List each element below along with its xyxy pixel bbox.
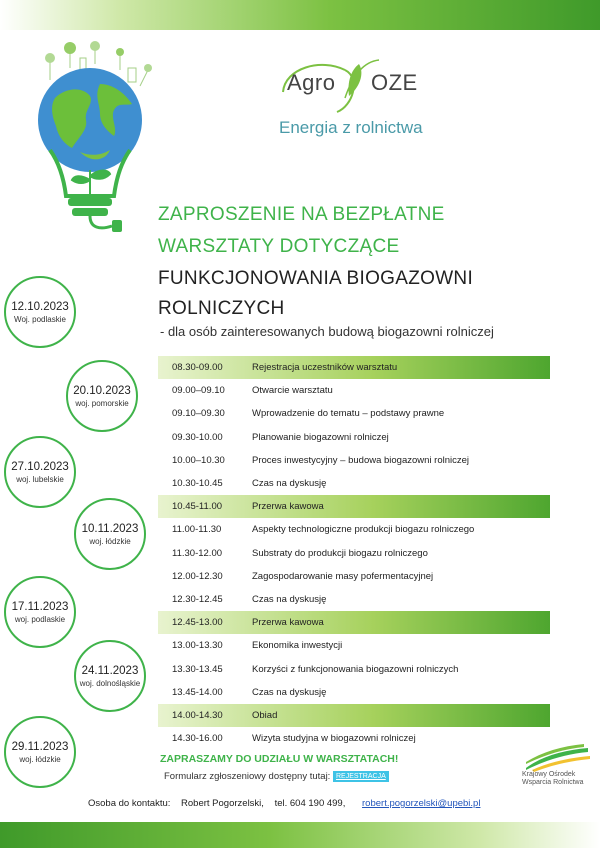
agenda-time: 12.30-12.45 [172, 593, 223, 605]
region-text: woj. podlaskie [14, 614, 66, 624]
agenda-time: 10.45-11.00 [172, 501, 223, 513]
agenda-row [158, 681, 550, 704]
kowr-stripes-icon [522, 742, 592, 772]
agenda-row [158, 356, 550, 379]
date-text: 20.10.2023 [73, 384, 131, 397]
title-line-3: FUNKCJONOWANIA BIOGAZOWNI [158, 268, 474, 289]
agenda-time: 12.00-12.30 [172, 570, 223, 582]
date-circle [66, 360, 138, 432]
agenda-label: Czas na dyskusję [252, 593, 327, 605]
agenda-time: 11.00-11.30 [172, 524, 222, 536]
title-line-1: ZAPROSZENIE NA BEZPŁATNE [158, 204, 445, 225]
agenda-row [158, 379, 550, 402]
kowr-line-2: Wsparcia Rolnictwa [522, 779, 584, 786]
logo-tagline: Energia z rolnictwa [279, 118, 423, 137]
logo-oze-text: OZE [371, 70, 418, 95]
agenda-label: Otwarcie warsztatu [252, 385, 333, 397]
date-text: 27.10.2023 [11, 460, 69, 473]
region-text: Woj. podlaskie [14, 314, 66, 324]
agenda-label: Substraty do produkcji biogazu rolniczego [252, 547, 428, 559]
date-text: 24.11.2023 [81, 664, 139, 677]
agenda-row [158, 426, 550, 449]
region-text: woj. pomorskie [75, 398, 129, 408]
agenda-label: Proces inwestycyjny – budowa biogazowni rolniczej [252, 454, 470, 466]
agenda-label: Czas na dyskusję [252, 686, 327, 698]
agenda-label: Czas na dyskusję [252, 478, 327, 490]
agenda-table [158, 356, 550, 750]
contact-label: Osoba do kontaktu: [88, 798, 171, 809]
agenda-time: 09.30-10.00 [172, 431, 223, 443]
agenda-row [158, 472, 550, 495]
contact-line [88, 798, 480, 809]
kowr-line-1: Krajowy Ośrodek [522, 771, 576, 778]
agenda-label: Przerwa kawowa [252, 501, 324, 513]
date-circle [4, 716, 76, 788]
form-text: Formularz zgłoszeniowy dostępny tutaj: [164, 771, 331, 783]
contact-name: Robert Pogorzelski, [181, 798, 264, 809]
agenda-row [158, 704, 550, 727]
agenda-time: 11.30-12.00 [172, 547, 223, 559]
contact-phone: tel. 604 190 499, [274, 798, 346, 809]
agenda-time: 13.30-13.45 [172, 663, 223, 675]
agenda-row [158, 727, 550, 750]
agenda-row [158, 657, 550, 680]
region-text: woj. łódzkie [89, 536, 131, 546]
agenda-row [158, 518, 550, 541]
bottom-gradient-bar [0, 822, 600, 848]
region-text: woj. dolnośląskie [79, 678, 141, 688]
agenda-row [158, 402, 550, 425]
date-circle [74, 498, 146, 570]
agenda-label: Planowanie biogazowni rolniczej [252, 431, 389, 443]
contact-email-link[interactable]: robert.pogorzelski@upebi.pl [362, 798, 481, 809]
logo-agro-text: Agro [287, 70, 336, 95]
date-text: 10.11.2023 [81, 522, 139, 535]
agenda-row [158, 588, 550, 611]
agenda-time: 08.30-09.00 [172, 362, 223, 374]
agenda-time: 13.45-14.00 [172, 686, 223, 698]
title-line-2: WARSZTATY DOTYCZĄCE [158, 236, 400, 257]
kowr-logo [522, 742, 592, 792]
date-circle [4, 276, 76, 348]
agenda-row [158, 565, 550, 588]
agenda-time: 13.00-13.30 [172, 640, 223, 652]
date-circle [4, 576, 76, 648]
top-gradient-bar [0, 0, 600, 30]
region-text: woj. lubelskie [16, 474, 64, 484]
date-circle [74, 640, 146, 712]
agenda-row [158, 611, 550, 634]
title-line-4: ROLNICZYCH [158, 298, 285, 319]
agenda-time: 10.00–10.30 [172, 454, 225, 466]
region-text: woj. łódzkie [19, 754, 61, 764]
agenda-label: Rejestracja uczestników warsztatu [252, 362, 398, 374]
subtitle: - dla osób zainteresowanych budową biogazowni rolniczej [160, 324, 494, 339]
agenda-label: Wprowadzenie do tematu – podstawy prawne [252, 408, 445, 420]
agenda-row [158, 542, 550, 565]
agenda-label: Obiad [252, 709, 278, 721]
agenda-label: Ekonomika inwestycji [252, 640, 343, 652]
date-text: 17.11.2023 [11, 600, 69, 613]
agenda-label: Korzyści z funkcjonowania biogazowni rolniczych [252, 663, 459, 675]
earth-lightbulb-icon [20, 40, 160, 240]
agenda-row [158, 495, 550, 518]
agro-oze-logo [275, 52, 435, 142]
agenda-row [158, 634, 550, 657]
agenda-label: Aspekty technologiczne produkcji biogazu rolniczego [252, 524, 475, 536]
agenda-time: 10.30-10.45 [172, 478, 223, 490]
agenda-time: 12.45-13.00 [172, 617, 223, 629]
form-line [164, 771, 389, 782]
date-text: 12.10.2023 [11, 300, 69, 313]
date-text: 29.11.2023 [11, 740, 69, 753]
agenda-time: 09.10–09.30 [172, 408, 225, 420]
date-circle [4, 436, 76, 508]
invite-text: ZAPRASZAMY DO UDZIAŁU W WARSZTATACH! [160, 753, 399, 765]
agenda-time: 09.00–09.10 [172, 385, 225, 397]
agenda-time: 14.30-16.00 [172, 733, 223, 745]
agenda-label: Wizyta studyjna w biogazowni rolniczej [252, 733, 416, 745]
agenda-time: 14.00-14.30 [172, 709, 223, 721]
agenda-label: Przerwa kawowa [252, 617, 324, 629]
agenda-row [158, 449, 550, 472]
agenda-label: Zagospodarowanie masy pofermentacyjnej [252, 570, 434, 582]
registration-link[interactable]: REJESTRACJA [333, 771, 389, 782]
